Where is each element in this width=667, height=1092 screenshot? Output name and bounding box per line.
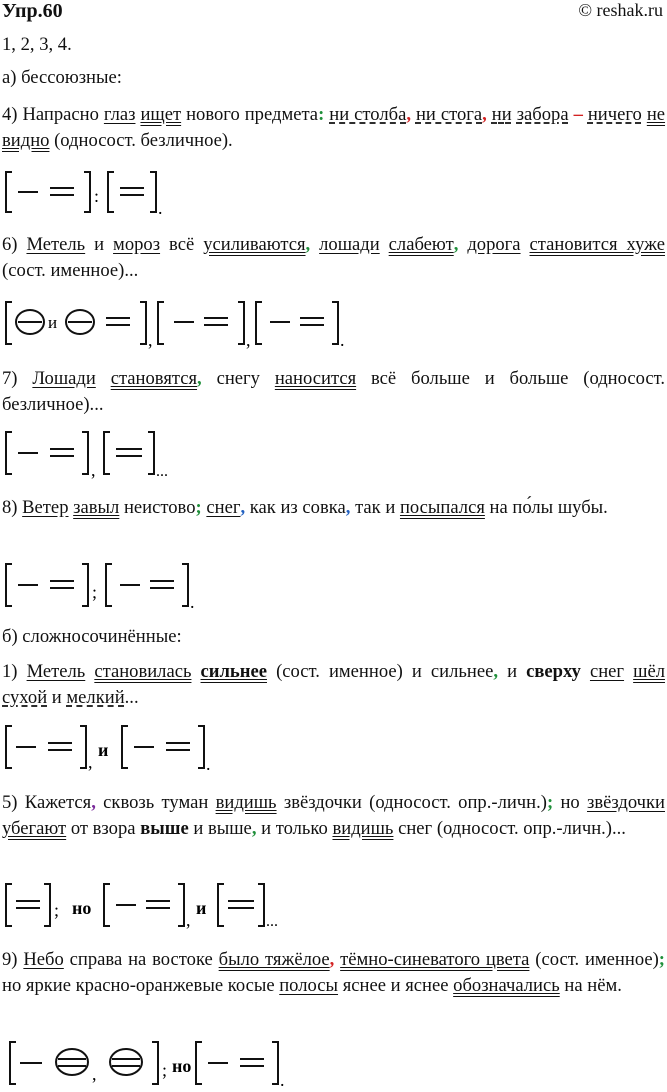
svg-text:;: ; <box>92 582 98 602</box>
scheme-6 <box>2 296 362 354</box>
svg-text:.: . <box>280 1070 285 1090</box>
svg-text:и: и <box>196 898 207 918</box>
section-a-heading: а) бессоюзные: <box>2 67 122 88</box>
svg-text:;: ; <box>54 900 60 920</box>
svg-text:.: . <box>340 330 345 350</box>
exercise-title: Упр.60 <box>2 0 63 22</box>
svg-text:но: но <box>172 1056 192 1076</box>
scheme-4 <box>2 166 182 222</box>
svg-text:и: и <box>48 313 58 332</box>
svg-text:,: , <box>91 460 96 480</box>
svg-text:и: и <box>98 740 109 760</box>
source-mark: © reshak.ru <box>578 0 663 20</box>
scheme-5 <box>2 878 302 936</box>
sentence-7: 7) Лошади становятся, снегу наносится всё больше и больше (односост. безличное)... <box>2 368 666 415</box>
scheme-7 <box>2 428 202 484</box>
sentence-6: 6) Метель и мороз всё усиливаются, лошади слабеют, дорога становится хуже (сост. именное)... <box>2 234 665 281</box>
svg-text:.: . <box>190 592 195 612</box>
svg-text:;: ; <box>162 1060 168 1080</box>
svg-text:...: ... <box>266 913 278 930</box>
section-b-heading: б) сложносочинённые: <box>2 626 182 647</box>
svg-text:,: , <box>88 752 93 772</box>
svg-text:но: но <box>72 898 92 918</box>
sentence-5: 5) Кажется, сквозь туман видишь звёздочки (односост. опр.-личн.); но звёздочки убегают от взора выше и выше, и только видишь снег (односост. опр.-личн.)... <box>2 792 665 839</box>
svg-text::: : <box>94 186 100 206</box>
sentence-1: 1) Метель становилась сильнее (сост. именное) и сильнее, и сверху снег шёл сухой и мелкий... <box>2 661 665 708</box>
scheme-1 <box>2 720 232 778</box>
svg-text:,: , <box>92 1064 97 1084</box>
scheme-8 <box>2 558 222 616</box>
scheme-9 <box>2 1036 302 1092</box>
sentence-4: 4) Напрасно глаз ищет нового предмета: ни столба, ни стога, ни забора – ничего не видно (односост. безличное). <box>2 104 666 151</box>
svg-text:,: , <box>246 330 251 350</box>
sentence-9: 9) Небо справа на востоке было тяжёлое, тёмно-синеватого цвета (сост. именное); но яркие красно-оранжевые косые полосы яснее и яснее обозначались на нём. <box>2 949 665 996</box>
svg-text:...: ... <box>156 463 168 480</box>
sentence-numbers: 1, 2, 3, 4. <box>2 34 72 55</box>
svg-text:,: , <box>148 330 153 350</box>
svg-text:.: . <box>206 754 211 774</box>
svg-text:.: . <box>158 198 163 218</box>
svg-text:,: , <box>186 910 191 930</box>
sentence-8: 8) Ветер завыл неистово; снег, как из совка, так и посыпался на по́лы шубы. <box>2 497 608 518</box>
